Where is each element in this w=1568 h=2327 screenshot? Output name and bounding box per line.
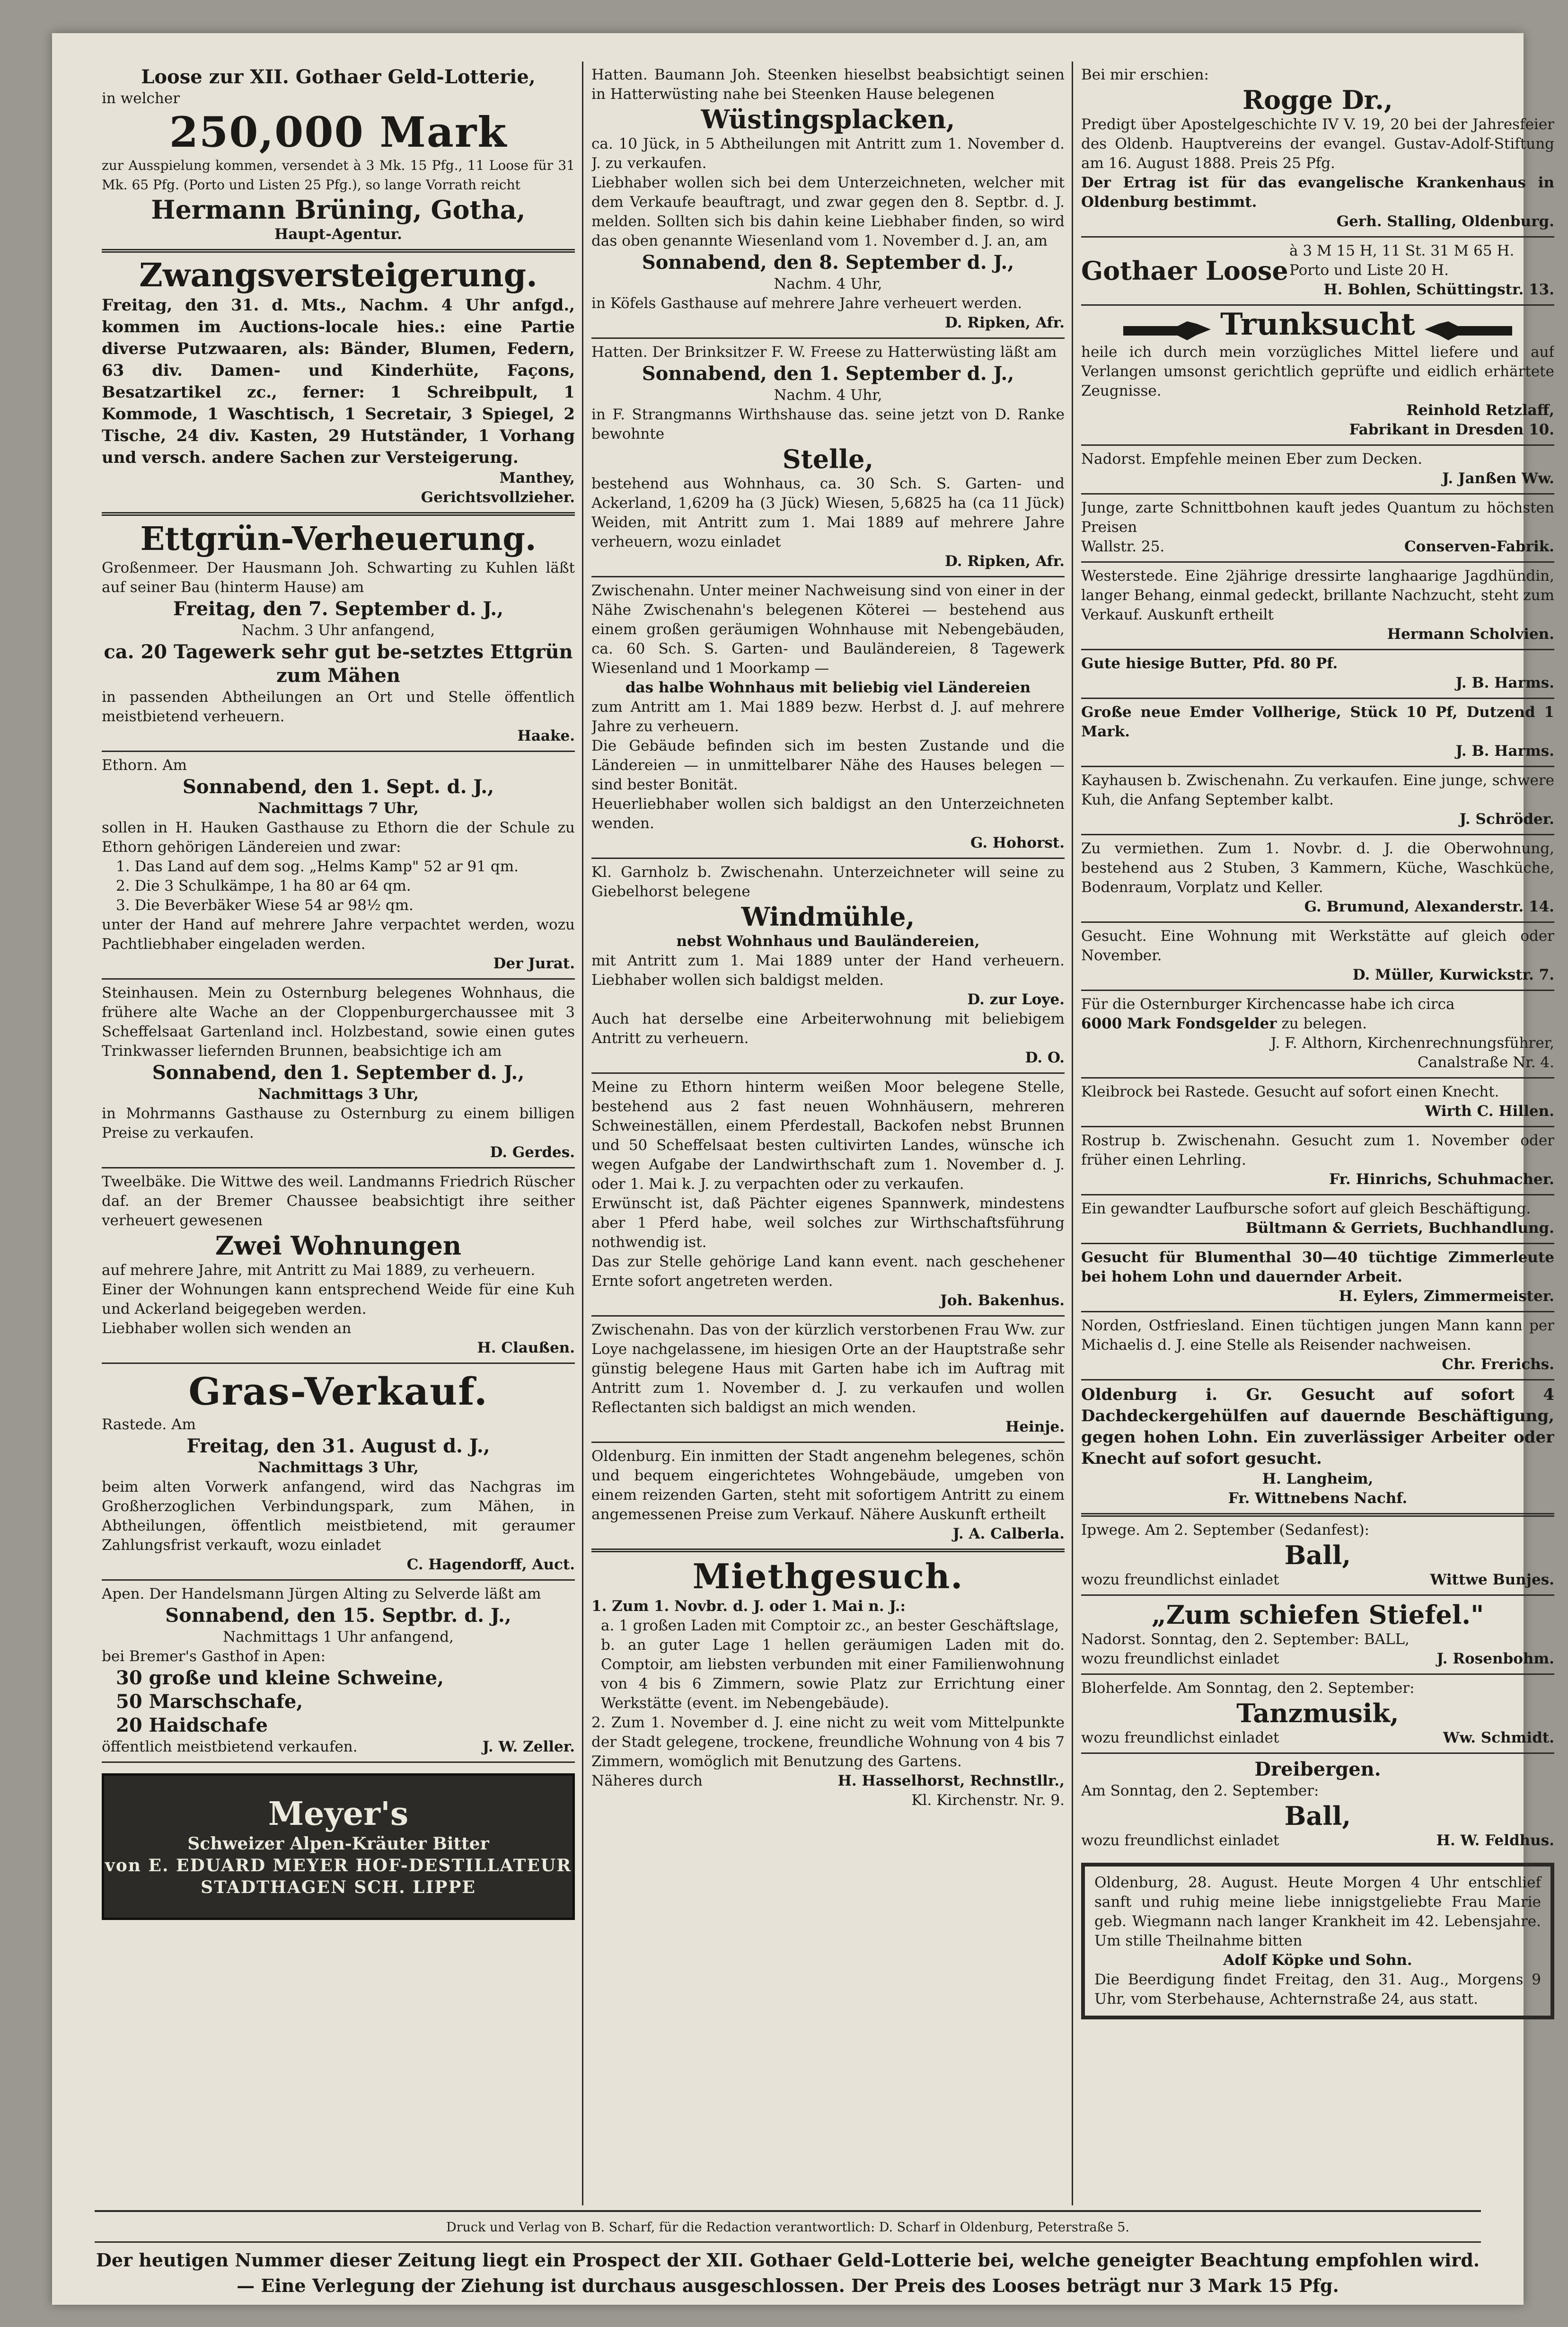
garnholz-text2: mit Antritt zum 1. Mai 1889 unter der Hand verheuern. Liebhaber wollen sich baldigst melden. xyxy=(591,952,1065,989)
tweelbaeke-sig: H. Claußen. xyxy=(477,1339,575,1356)
hatten2-sig: D. Ripken, Afr. xyxy=(944,553,1065,570)
dreibergen-text: Am Sonntag, den 2. September: xyxy=(1081,1782,1319,1799)
ad-hatten-steenken xyxy=(591,62,1065,339)
column-divider xyxy=(582,62,583,2205)
ethorn-date: Sonnabend, den 1. Sept. d. J., xyxy=(182,776,494,798)
ad-windmuehle xyxy=(591,859,1065,1074)
trunksucht-sig2: Fabrikant in Dresden 10. xyxy=(1349,421,1554,438)
laufbursche-text: Ein gewandter Laufbursche sofort auf gleich Beschäftigung. xyxy=(1081,1200,1531,1217)
death-text: Oldenburg, 28. August. Heute Morgen 4 Uhr entschlief sanft und ruhig meine liebe innigstgeliebte Frau Marie geb. Wiegmann nach langer Krankheit im 42. Lebensjahre. Um stille Theilnahme bitten xyxy=(1094,1874,1541,1949)
zwang-sig1: Manthey, xyxy=(499,469,575,487)
ipwege-title: Ball, xyxy=(1284,1540,1351,1570)
hatten2-text2: in F. Strangmanns Wirthshause das. seine jetzt von D. Ranke bewohnte xyxy=(591,406,1065,442)
ethorn2-sig: Joh. Bakenhus. xyxy=(940,1292,1065,1309)
ad-gothaer-loose xyxy=(1081,238,1554,306)
dreibergen-title: Dreibergen. xyxy=(1254,1758,1381,1780)
rogge-text1: Bei mir erschien: xyxy=(1081,66,1209,83)
gras-text1: Rastede. Am xyxy=(102,1416,196,1433)
ad-laufbursche xyxy=(1081,1195,1554,1244)
butter-text: Gute hiesige Butter, Pfd. 80 Pf. xyxy=(1081,655,1338,672)
oldenburg1-text1: Oldenburg. Ein inmitten der Stadt angenehm belegenes, schön und bequem eingerichtetes Wohngebäude, umgeben von einem reizenden Garten, steht mit sofortigem Antritt zu einem angemessenen Preise zum Verkauf. Nähere Auskunft ertheilt xyxy=(591,1448,1065,1523)
column-2 xyxy=(591,62,1065,2205)
ad-butter xyxy=(1081,650,1554,699)
ad-ethorn-schule xyxy=(102,752,575,980)
ad-gras-verkauf xyxy=(102,1364,575,1581)
ad-tweelbaeke xyxy=(102,1168,575,1364)
garnholz-sig: D. zur Loye. xyxy=(967,991,1065,1008)
tweelbaeke-text3: Einer der Wohnungen kann entsprechend Weide für eine Kuh und Ackerland beigegeben werden. xyxy=(102,1281,575,1318)
ethorn-time: Nachmittags 7 Uhr, xyxy=(258,800,419,817)
garnholz-title: Windmühle, xyxy=(741,902,915,932)
rogge-text3: Der Ertrag ist für das evangelische Krankenhaus in Oldenburg bestimmt. xyxy=(1081,174,1554,211)
dreibergen-left: wozu freundlichst einladet xyxy=(1081,1832,1279,1849)
schnitt-sig: Conserven-Fabrik. xyxy=(1404,538,1554,555)
dachdecker-text: Oldenburg i. Gr. Gesucht auf sofort 4 Dachdeckergehülfen auf dauernde Beschäftigung, gegen hohen Lohn. Ein zuverlässiger Arbeiter oder Knecht auf sofort gesucht. xyxy=(1081,1385,1554,1468)
ad-nadorst-eber xyxy=(1081,446,1554,495)
apen-sig: J. W. Zeller. xyxy=(482,1738,575,1755)
bloherfelde-text: Bloherfelde. Am Sonntag, den 2. September: xyxy=(1081,1679,1415,1697)
ad-oldenburg-wohngebaeude xyxy=(591,1443,1065,1552)
ipwege-left: wozu freundlichst einladet xyxy=(1081,1571,1279,1588)
apen-text1: Apen. Der Handelsmann Jürgen Alting zu Selverde läßt am xyxy=(102,1585,541,1602)
schnitt-addr: Wallstr. 25. xyxy=(1081,538,1165,555)
tweelbaeke-text2: auf mehrere Jahre, mit Antritt zu Mai 1889, zu verheuern. xyxy=(102,1262,536,1279)
apen-item: 20 Haidschafe xyxy=(116,1714,268,1736)
bloherfelde-title: Tanzmusik, xyxy=(1236,1698,1399,1728)
ad-ethorn-stelle xyxy=(591,1074,1065,1317)
kleibrock-sig: Wirth C. Hillen. xyxy=(1425,1102,1554,1120)
heringe-sig: J. B. Harms. xyxy=(1455,742,1554,760)
miethgesuch-title: Miethgesuch. xyxy=(692,1556,964,1596)
miethgesuch-item2: 2. Zum 1. November d. J. eine nicht zu weit vom Mittelpunkte der Stadt gelegene, trockene, freundliche Wohnung von 4 bis 7 Zimmern, womöglich mit Benutzung des Gartens. xyxy=(591,1714,1065,1770)
hatten2-title: Stelle, xyxy=(782,444,874,474)
stiefel-text: Nadorst. Sonntag, den 2. September: BALL, xyxy=(1081,1630,1409,1648)
ad-kayhausen xyxy=(1081,767,1554,835)
meyer-bitter-logo xyxy=(102,1773,575,1920)
ettgruen-sig: Haake. xyxy=(517,727,575,744)
apen-text2: bei Bremer's Gasthof in Apen: xyxy=(102,1648,326,1665)
schnitt-text: Junge, zarte Schnittbohnen kauft jedes Quantum zu höchsten Preisen xyxy=(1081,499,1554,536)
steinhausen-sig: D. Gerdes. xyxy=(490,1144,575,1161)
westerstede-sig: Hermann Scholvien. xyxy=(1387,625,1554,643)
ad-schiefen-stiefel xyxy=(1081,1596,1554,1675)
column-divider xyxy=(1072,62,1073,2205)
dachdecker-sig1: H. Langheim, xyxy=(1262,1470,1374,1487)
ethorn-item: 3. Die Beverbäker Wiese 54 ar 98½ qm. xyxy=(116,897,414,914)
miethgesuch-item1-head: 1. Zum 1. Novbr. d. J. oder 1. Mai n. J.: xyxy=(591,1598,906,1615)
trunksucht-text: heile ich durch mein vorzügliches Mittel liefere und auf Verlangen umsonst gerichtlich geprüfte und eidlich erhärtete Zeugnisse. xyxy=(1081,343,1554,399)
vermiethen-text: Zu vermiethen. Zum 1. Novbr. d. J. die Oberwohnung, bestehend aus 2 Stuben, 3 Kammern, Küche, Waschküche, Bodenraum, Vorplatz und Keller. xyxy=(1081,840,1554,896)
oldenburg1-sig: J. A. Calberla. xyxy=(952,1525,1065,1542)
ad-rostrup xyxy=(1081,1127,1554,1195)
garnholz-text3: Auch hat derselbe eine Arbeiterwohnung mit beliebigem Antritt zu verheuern. xyxy=(591,1010,1065,1047)
hatten1-time: Nachm. 4 Uhr, xyxy=(774,275,882,292)
tweelbaeke-title: Zwei Wohnungen xyxy=(215,1230,462,1261)
hatten1-title: Wüstingsplacken, xyxy=(701,104,955,134)
apen-item: 50 Marschschafe, xyxy=(116,1690,303,1713)
steinhausen-date: Sonnabend, den 1. September d. J., xyxy=(152,1062,525,1084)
lottery-in-which: in welcher xyxy=(102,90,180,107)
zimmerleute-text: Gesucht für Blumenthal 30—40 tüchtige Zimmerleute bei hohem Lohn und dauernder Arbeit. xyxy=(1081,1248,1554,1285)
ettgruen-text1: Großenmeer. Der Hausmann Joh. Schwarting zu Kuhlen läßt auf seiner Bau (hinterm Hause) am xyxy=(102,559,575,596)
footer-notice: Der heutigen Nummer dieser Zeitung liegt ein Prospect der XII. Gothaer Geld-Lotterie bei, welche geneigter Beachtung empfohlen wird. — Eine Verlegung der Ziehung ist durchaus ausgeschlossen. Der Preis des Looses beträgt nur 3 Mark 15 Pfg. xyxy=(96,2249,1480,2296)
column-1 xyxy=(102,62,575,2205)
hatten1-sig: D. Ripken, Afr. xyxy=(944,314,1065,331)
gras-date: Freitag, den 31. August d. J., xyxy=(186,1435,490,1457)
zwischenahn1-sig: G. Hohorst. xyxy=(970,834,1065,851)
bloherfelde-left: wozu freundlichst einladet xyxy=(1081,1729,1279,1746)
zwang-text: Freitag, den 31. d. Mts., Nachm. 4 Uhr anfgd., kommen im Auctions-locale hies.: eine Partie diverse Putzwaaren, als: Bänder, Blumen, Federn, 63 div. Damen- und Kinderhüte, Façons, Besatzartikel zc., ferner: 1 Schreibpult, 1 Kommode, 1 Waschtisch, 1 Secretair, 3 Spiegel, 2 Tische, 24 div. Kasten, 29 Hutständer, 1 Vorhang und versch. andere Sachen zur Versteigerung. xyxy=(102,296,575,467)
dreibergen-sig: H. W. Feldhus. xyxy=(1436,1832,1554,1849)
gothaer-text: à 3 M 15 H, 11 St. 31 M 65 H. Porto und Liste 20 H. xyxy=(1289,242,1515,279)
nadorst1-text: Nadorst. Empfehle meinen Eber zum Decken. xyxy=(1081,450,1423,468)
heringe-text: Große neue Emder Vollherige, Stück 10 Pf, Dutzend 1 Mark. xyxy=(1081,703,1554,740)
meyer-logo-l3: von E. EDUARD MEYER HOF-DESTILLATEUR xyxy=(105,1856,572,1876)
kirchencasse-sig1: J. F. Althorn, Kirchenrechnungsführer, xyxy=(1270,1034,1554,1052)
kayhausen-text: Kayhausen b. Zwischenahn. Zu verkaufen. Eine junge, schwere Kuh, die Anfang September kalbt. xyxy=(1081,771,1554,808)
ettgruen-text2: in passenden Abtheilungen an Ort und Stelle öffentlich meistbietend verheuern. xyxy=(102,689,575,725)
zwischenahn1-text3: Die Gebäude befinden sich im besten Zustande und die Ländereien — in unmittelbarer Nähe des Hauses belegen — sind bester Bonität. xyxy=(591,737,1065,793)
hatten1-text2: ca. 10 Jück, in 5 Abtheilungen mit Antritt zum 1. November d. J. zu verkaufen. xyxy=(591,135,1065,172)
rogge-text2: Predigt über Apostelgeschichte IV V. 19, 20 bei der Jahresfeier des Oldenb. Hauptvereins der evangel. Gustav-Adolf-Stiftung am 16. August 1888. Preis 25 Pfg. xyxy=(1081,116,1554,172)
zwischenahn1-text2: zum Antritt am 1. Mai 1889 bezw. Herbst d. J. auf mehrere Jahre zu verheuern. xyxy=(591,699,1065,735)
death-sig: Adolf Köpke und Sohn. xyxy=(1223,1951,1412,1969)
ad-bloherfelde xyxy=(1081,1675,1554,1754)
hatten2-text3: bestehend aus Wohnhaus, ca. 30 Sch. S. Garten- und Ackerland, 1,6209 ha (3 Jück) Wiesen, 5,6825 ha (ca 11 Jück) Weiden, mit Antritt zum 1. Mai 1889 auf mehrere Jahre verheuern, wozu einladet xyxy=(591,475,1065,550)
stiefel-title: „Zum schiefen Stiefel." xyxy=(1151,1599,1484,1630)
ettgruen-what: ca. 20 Tagewerk sehr gut be-setztes Ettgrün zum Mähen xyxy=(104,641,573,687)
pointing-hand-right-icon xyxy=(1121,319,1216,343)
ethorn-text3: unter der Hand auf mehrere Jahre verpachtet werden, wozu Pachtliebhaber eingeladen werden. xyxy=(102,916,575,953)
ad-gesucht-wohnung xyxy=(1081,923,1554,991)
apen-time: Nachmittags 1 Uhr anfangend, xyxy=(223,1628,454,1646)
lottery-head: Loose zur XII. Gothaer Geld-Lotterie, xyxy=(141,66,536,88)
lottery-role: Haupt-Agentur. xyxy=(274,226,402,243)
steinhausen-text1: Steinhausen. Mein zu Osternburg belegenes Wohnhaus, die frühere alte Wache an der Cloppenburgerchaussee mit 3 Scheffelsaat Gartenland incl. Holzbestand, sowie einen gutes Trinkwasser liefernden Brunnen, beabsichtige ich am xyxy=(102,984,575,1060)
miethgesuch-item1-b: b. an guter Lage 1 hellen geräumigen Laden mit do. Comptoir, am liebsten verbunden mit einer Familienwohnung von 4 bis 6 Zimmern, sowie Platz zur Errichtung einer Werkstätte (event. im Nebengebäude). xyxy=(601,1637,1065,1712)
butter-sig: J. B. Harms. xyxy=(1455,674,1554,691)
meyer-logo-l2: Schweizer Alpen-Kräuter Bitter xyxy=(187,1834,489,1854)
apen-date: Sonnabend, den 15. Septbr. d. J., xyxy=(165,1604,511,1627)
tweelbaeke-text1: Tweelbäke. Die Wittwe des weil. Landmanns Friedrich Rüscher daf. an der Bremer Chaussee beabsichtigt ihre seither verheuert gewesenen xyxy=(102,1173,575,1229)
apen-text3: öffentlich meistbietend verkaufen. xyxy=(102,1738,358,1755)
page-footer xyxy=(95,2210,1481,2299)
ad-kleibrock xyxy=(1081,1079,1554,1127)
zwang-title: Zwangsversteigerung. xyxy=(139,257,537,294)
zimmerleute-sig: H. Eylers, Zimmermeister. xyxy=(1339,1287,1554,1305)
ad-zimmerleute xyxy=(1081,1244,1554,1312)
kirchencasse-text1: Für die Osternburger Kirchencasse habe ich circa xyxy=(1081,995,1455,1013)
dachdecker-sig2: Fr. Wittnebens Nachf. xyxy=(1228,1489,1408,1507)
kirchencasse-text2: zu belegen. xyxy=(1281,1015,1367,1032)
ad-lottery xyxy=(102,62,575,253)
stiefel-sig: J. Rosenbohm. xyxy=(1436,1650,1554,1667)
gras-text2: beim alten Vorwerk anfangend, wird das Nachgras im Großherzoglichen Verbindungspark, zum Mähen, in Abtheilungen, öffentlich meistbietend, mit geraumer Zahlungsfrist verkauft, wozu einladet xyxy=(102,1478,575,1554)
lottery-text: zur Ausspielung kommen, versendet à 3 Mk. 15 Pfg., 11 Loose für 31 Mk. 65 Pfg. (Porto und Listen 25 Pfg.), so lange Vorrath reicht xyxy=(102,158,575,193)
hatten2-date: Sonnabend, den 1. September d. J., xyxy=(642,363,1014,385)
ad-zwangsversteigerung xyxy=(102,253,575,516)
kirchencasse-bold: 6000 Mark Fondsgelder xyxy=(1081,1015,1277,1032)
stiefel-left: wozu freundlichst einladet xyxy=(1081,1650,1279,1667)
ethorn-item: 1. Das Land auf dem sog. „Helms Kamp" 52 ar 91 qm. xyxy=(116,858,519,875)
westerstede-text: Westerstede. Eine 2jährige dressirte langhaarige Jagdhündin, langer Behang, einmal gedeckt, brillante Nachzucht, steht zum Verkauf. Auskunft ertheilt xyxy=(1081,567,1554,623)
rogge-title: Rogge Dr., xyxy=(1242,85,1393,115)
hatten2-time: Nachm. 4 Uhr, xyxy=(774,387,882,404)
ad-zwischenahn-koeterei xyxy=(591,577,1065,859)
ad-schnittbohnen xyxy=(1081,495,1554,563)
trunksucht-title: Trunksucht xyxy=(1220,307,1415,342)
ipwege-text: Ipwege. Am 2. September (Sedanfest): xyxy=(1081,1521,1370,1539)
ad-hatten-freese xyxy=(591,339,1065,577)
zwischenahn2-sig: Heinje. xyxy=(1005,1418,1065,1435)
ad-dachdecker xyxy=(1081,1380,1554,1517)
zwischenahn1-text1: Zwischenahn. Unter meiner Nachweisung sind von einer in der Nähe Zwischenahn's belegenen Köterei — bestehend aus einem großen geräumigen Wohnhause mit Nebengebäuden, ca. 60 Sch. S. Garten- und Bauländereien, 8 Tagewerk Wiesenland und 1 Moorkamp — xyxy=(591,582,1065,677)
lottery-agent: Hermann Brüning, Gotha, xyxy=(151,195,526,225)
miethgesuch-sig: H. Hasselhorst, Rechnstllr., xyxy=(837,1772,1065,1789)
garnholz-text1: Kl. Garnholz b. Zwischenahn. Unterzeichneter will seine zu Giebelhorst belegene xyxy=(591,864,1065,900)
gesucht1-sig: D. Müller, Kurwickstr. 7. xyxy=(1352,966,1554,983)
laufbursche-sig: Bültmann & Gerriets, Buchhandlung. xyxy=(1245,1219,1554,1237)
kirchencasse-sig2: Canalstraße Nr. 4. xyxy=(1418,1053,1554,1071)
footer-imprint: Druck und Verlag von B. Scharf, für die Redaction verantwortlich: D. Scharf in Oldenburg, Peterstraße 5. xyxy=(95,2218,1481,2243)
ethorn-text1: Ethorn. Am xyxy=(102,757,187,774)
pointing-hand-left-icon xyxy=(1420,319,1515,343)
kleibrock-text: Kleibrock bei Rastede. Gesucht auf sofort einen Knecht. xyxy=(1081,1083,1499,1100)
norden-text: Norden, Ostfriesland. Einen tüchtigen jungen Mann kann per Michaelis d. J. eine Stelle als Reisender nachweisen. xyxy=(1081,1317,1554,1354)
ad-apen xyxy=(102,1581,575,1763)
meyer-logo-l4: STADTHAGEN SCH. LIPPE xyxy=(201,1877,476,1897)
zwischenahn1-bold: das halbe Wohnhaus mit beliebig viel Ländereien xyxy=(625,679,1031,696)
ad-dreibergen xyxy=(1081,1754,1554,1855)
ad-westerstede xyxy=(1081,563,1554,650)
gras-title: Gras-Verkauf. xyxy=(188,1369,488,1414)
rogge-sig: Gerh. Stalling, Oldenburg. xyxy=(1336,213,1554,230)
ad-trunksucht xyxy=(1081,306,1554,446)
ad-steinhausen xyxy=(102,980,575,1168)
hatten1-text4: in Köfels Gasthause auf mehrere Jahre verheuert werden. xyxy=(591,295,1022,312)
zwischenahn2-text1: Zwischenahn. Das von der kürzlich verstorbenen Frau Ww. zur Loye nachgelassene, im hiesigen Orte an der Hauptstraße sehr günstig belegene Haus mit Garten habe ich im Auftrag mit Antritt zum 1. November d. J. zu verkaufen und wollen Reflectanten sich baldigst an mich wenden. xyxy=(591,1321,1065,1416)
hatten1-text1: Hatten. Baumann Joh. Steenken hieselbst beabsichtigt seinen in Hatterwüsting nahe bei Steenken Hause belegenen xyxy=(591,66,1065,103)
dreibergen-title2: Ball, xyxy=(1284,1800,1351,1831)
hatten1-date: Sonnabend, den 8. September d. J., xyxy=(642,251,1014,274)
ad-death-notice xyxy=(1081,1863,1554,2019)
trunksucht-sig1: Reinhold Retzlaff, xyxy=(1406,401,1554,419)
gesucht1-text: Gesucht. Eine Wohnung mit Werkstätte auf gleich oder November. xyxy=(1081,927,1554,964)
garnholz-sig2: D. O. xyxy=(1025,1049,1065,1066)
ethorn-sig: Der Jurat. xyxy=(493,955,575,972)
bloherfelde-sig: Ww. Schmidt. xyxy=(1443,1729,1554,1746)
newspaper-page xyxy=(52,33,1554,2305)
ettgruen-date: Freitag, den 7. September d. J., xyxy=(173,598,504,620)
gothaer-sig: H. Bohlen, Schüttingstr. 13. xyxy=(1323,281,1554,298)
ethorn-item: 2. Die 3 Schulkämpe, 1 ha 80 ar 64 qm. xyxy=(116,877,411,894)
gras-sig: C. Hagendorff, Auct. xyxy=(406,1556,575,1573)
hatten1-text3: Liebhaber wollen sich bei dem Unterzeichneten, welcher mit dem Verkaufe beauftragt, und zwar gegen den 8. Septbr. d. J. melden. Sollten sich bis dahin keine Liebhaber finden, so wird das oben genannte Wiesenland vom 1. November d. J. an, am xyxy=(591,174,1065,249)
ettgruen-time: Nachm. 3 Uhr anfangend, xyxy=(241,622,435,639)
miethgesuch-text: Näheres durch xyxy=(591,1772,703,1789)
gothaer-title: Gothaer Loose xyxy=(1081,255,1288,286)
ad-norden xyxy=(1081,1312,1554,1380)
vermiethen-sig: G. Brumund, Alexanderstr. 14. xyxy=(1304,898,1554,915)
ad-rogge xyxy=(1081,62,1554,238)
ipwege-sig: Wittwe Bunjes. xyxy=(1430,1571,1554,1588)
meyer-logo-l1: Meyer's xyxy=(268,1795,409,1833)
zwischenahn1-text4: Heuerliebhaber wollen sich baldigst an den Unterzeichneten wenden. xyxy=(591,796,1065,832)
zwang-sig2: Gerichtsvollzieher. xyxy=(421,489,575,506)
ad-zu-vermiethen xyxy=(1081,835,1554,923)
rostrup-sig: Fr. Hinrichs, Schuhmacher. xyxy=(1329,1170,1554,1188)
death-text2: Die Beerdigung findet Freitag, den 31. Aug., Morgens 9 Uhr, vom Sterbehause, Achternstraße 24, aus statt. xyxy=(1094,1971,1541,2008)
ethorn2-text3: Das zur Stelle gehörige Land kann event. nach geschehener Ernte sofort angetreten werden. xyxy=(591,1253,1065,1290)
lottery-amount: 250,000 Mark xyxy=(169,107,508,157)
ad-ipwege-ball xyxy=(1081,1517,1554,1596)
steinhausen-text2: in Mohrmanns Gasthause zu Osternburg zu einem billigen Preise zu verkaufen. xyxy=(102,1105,575,1141)
gras-time: Nachmittags 3 Uhr, xyxy=(258,1459,419,1476)
hatten2-text1: Hatten. Der Brinksitzer F. W. Freese zu Hatterwüsting läßt am xyxy=(591,344,1057,361)
ad-kirchencasse xyxy=(1081,991,1554,1079)
ad-heringe xyxy=(1081,699,1554,767)
steinhausen-time: Nachmittags 3 Uhr, xyxy=(258,1086,419,1103)
column-3 xyxy=(1081,62,1554,2205)
norden-sig: Chr. Frerichs. xyxy=(1442,1355,1554,1373)
ad-miethgesuch xyxy=(591,1552,1065,1815)
ettgruen-title: Ettgrün-Verheuerung. xyxy=(140,520,537,558)
ethorn2-text2: Erwünscht ist, daß Pächter eigenes Spannwerk, mindestens aber 1 Pferd habe, weil solches zur Wirthschaftsführung nothwendig ist. xyxy=(591,1195,1065,1251)
miethgesuch-addr: Kl. Kirchenstr. Nr. 9. xyxy=(911,1792,1065,1809)
apen-item: 30 große und kleine Schweine, xyxy=(116,1667,444,1689)
ethorn2-text1: Meine zu Ethorn hinterm weißen Moor belegene Stelle, bestehend aus 2 fast neuen Wohnhäusern, mehreren Schweineställen, einem Pferdestall, Backofen nebst Brunnen und 50 Scheffelsaat besten cultivirten Landes, wünsche ich wegen Aufgabe der Landwirthschaft zum 1. November d. J. oder 1. Mai k. J. zu verpachten oder zu verkaufen. xyxy=(591,1079,1065,1193)
garnholz-sub: nebst Wohnhaus und Bauländereien, xyxy=(676,933,980,950)
rostrup-text: Rostrup b. Zwischenahn. Gesucht zum 1. November oder früher einen Lehrling. xyxy=(1081,1132,1554,1168)
nadorst1-sig: J. Janßen Ww. xyxy=(1442,469,1554,487)
miethgesuch-item1-a: a. 1 großen Laden mit Comptoir zc., an bester Geschäftslage, xyxy=(601,1617,1059,1634)
tweelbaeke-text4: Liebhaber wollen sich wenden an xyxy=(102,1320,352,1337)
ethorn-text2: sollen in H. Hauken Gasthause zu Ethorn die der Schule zu Ethorn gehörigen Ländereien und zwar: xyxy=(102,819,575,856)
kayhausen-sig: J. Schröder. xyxy=(1459,810,1554,828)
ad-zwischenahn-haus xyxy=(591,1317,1065,1443)
ad-ettgruen xyxy=(102,516,575,752)
